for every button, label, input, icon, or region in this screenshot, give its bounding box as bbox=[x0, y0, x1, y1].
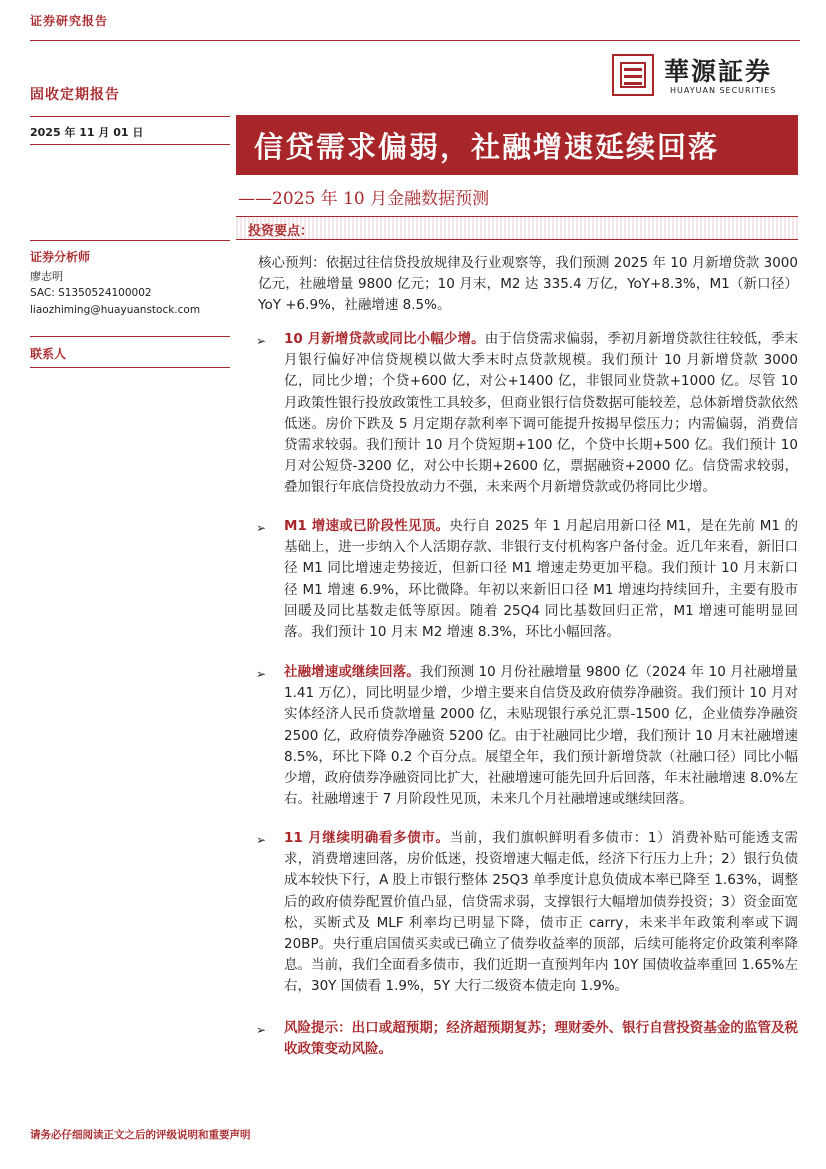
sidebar-divider bbox=[30, 240, 230, 241]
section-lead: 10 月新增贷款或同比小幅少增。 bbox=[284, 331, 485, 347]
section-text: 当前，我们旗帜鲜明看多债市：1）消费补贴可能透支需求，消费增速回落，房价低迷，投资增速大幅走低，经济下行压力上升；2）银行负债成本较快下行，A 股上市银行整体 25Q3 单季度计息负债成本率已降至 1.63%，调整后的政府债券配置价值凸显，信贷需求弱，支撑银行大幅增加债券投资；3）资金面宽松，买断式及 MLF 利率均已明显下降，债市正 carry，未来半年政策利率或下调 20BP。央行重启国债买卖或已确立了债券收益率的顶部，后续可能将定价政策利率降息。当前，我们全面看多债市，我们近期一直预判年内 10Y 国债收益率重回 1.65%左右，30Y 国债看 1.9%，5Y 大行二级资本债走向 1.9%。 bbox=[284, 830, 798, 995]
logo-english-name: HUAYUAN SECURITIES bbox=[670, 86, 777, 95]
bullet-arrow-icon: ➢ bbox=[256, 334, 267, 348]
bullet-arrow-icon: ➢ bbox=[256, 833, 267, 847]
section-lead: 11 月继续明确看多债市。 bbox=[284, 830, 450, 846]
core-forecast-paragraph: 核心预判：依据过往信贷投放规律及行业观察等，我们预测 2025 年 10 月新增贷款 3000 亿元，社融增量 9800 亿元；10 月末，M2 达 335.4 万亿，YoY+8.3%，M1（新口径）YoY +6.9%，社融增速 8.5%。 bbox=[258, 255, 798, 314]
section-loans bbox=[284, 329, 798, 499]
report-date: 2025 年 11 月 01 日 bbox=[30, 126, 144, 139]
header-divider bbox=[30, 40, 800, 41]
document-type: 证券研究报告 bbox=[30, 14, 109, 28]
title-banner bbox=[236, 115, 798, 175]
analyst-heading: 证券分析师 bbox=[30, 250, 91, 264]
bullet-arrow-icon: ➢ bbox=[256, 521, 267, 535]
logo-chinese-name: 華源証券 bbox=[664, 57, 773, 86]
section-tsf bbox=[284, 662, 798, 810]
report-subtitle: ——2025 年 10 月金融数据预测 bbox=[238, 189, 490, 209]
bullet-arrow-icon: ➢ bbox=[256, 667, 267, 681]
section-text: 由于信贷需求偏弱，季初月新增贷款往往较低，季末月银行偏好冲信贷规模以做大季末时点贷款规模。我们预计 10 月新增贷款 3000 亿，同比少增；个贷+600 亿，对公+1400 亿，非银同业贷款+1000 亿。尽管 10 月政策性银行投放政策性工具较多，但商业银行信贷数据可能较差，总体新增贷款依然低迷。房价下跌及 5 月定期存款利率下调可能提升按揭早偿压力；内需偏弱，消费信贷需求较弱。我们预计 10 月个贷短期+100 亿，个贷中长期+500 亿。我们预计 10 月对公短贷-3200 亿，对公中长期+2600 亿，票据融资+2000 亿。信贷需求较弱，叠加银行年底信贷投放动力不强，未来两个月新增贷款或仍将同比少增。 bbox=[284, 331, 798, 496]
sidebar-divider bbox=[30, 144, 230, 145]
section-lead: 社融增速或继续回落。 bbox=[284, 664, 420, 680]
report-type: 固收定期报告 bbox=[30, 87, 120, 103]
section-m1 bbox=[284, 516, 798, 643]
sidebar-divider bbox=[30, 367, 230, 368]
disclaimer-footer: 请务必仔细阅读正文之后的评级说明和重要声明 bbox=[30, 1129, 251, 1141]
section-bond-market bbox=[284, 828, 798, 998]
sidebar-divider bbox=[30, 116, 230, 117]
contact-heading: 联系人 bbox=[30, 347, 67, 361]
analyst-name: 廖志明 bbox=[30, 270, 63, 283]
key-points-label: 投资要点： bbox=[248, 224, 314, 239]
bullet-arrow-icon: ➢ bbox=[256, 1023, 267, 1037]
sidebar-divider bbox=[30, 336, 230, 337]
section-text: 央行自 2025 年 1 月起启用新口径 M1，是在先前 M1 的基础上，进一步纳入个人活期存款、非银行支付机构客户备付金。近几年来看，新旧口径 M1 同比增速走势接近，但新口径 M1 增速走势更加平稳。我们预计 10 月末新口径 M1 增速 6.9%，环比微降。年初以来新旧口径 M1 增速均持续回升，主要有股市回暖及同比基数走低等原因。随着 25Q4 同比基数回归正常，M1 增速可能明显回落。我们预计 10 月末 M2 增速 8.3%，环比小幅回落。 bbox=[284, 518, 798, 641]
analyst-email[interactable]: liaozhiming@huayuanstock.com bbox=[30, 304, 201, 316]
logo-mark-icon bbox=[612, 54, 654, 96]
analyst-sac-number: SAC: S1350524100002 bbox=[30, 287, 152, 299]
section-lead: M1 增速或已阶段性见顶。 bbox=[284, 518, 450, 534]
section-text: 我们预测 10 月份社融增量 9800 亿（2024 年 10 月社融增量 1.41 万亿），同比明显少增，少增主要来自信贷及政府债券净融资。我们预计 10 月对实体经济人民币贷款增量 2000 亿，未贴现银行承兑汇票-1500 亿，企业债券净融资 2500 亿，政府债券净融资 5200 亿。由于社融同比少增，我们预计 10 月末社融增速 8.5%，环比下降 0.2 个百分点。展望全年，我们预计新增贷款（社融口径）同比小幅少增，政府债券净融资同比扩大，社融增速可能先回升后回落，年末社融增速 8.0%左右。社融增速于 7 月阶段性见顶，未来几个月社融增速或继续回落。 bbox=[284, 664, 799, 808]
company-logo bbox=[612, 50, 802, 100]
risk-warning: 风险提示：出口或超预期；经济超预期复苏；理财委外、银行自营投资基金的监管及税收政策变动风险。 bbox=[284, 1020, 798, 1058]
report-title: 信贷需求偏弱，社融增速延续回落 bbox=[254, 130, 720, 164]
key-points-header bbox=[236, 216, 798, 240]
